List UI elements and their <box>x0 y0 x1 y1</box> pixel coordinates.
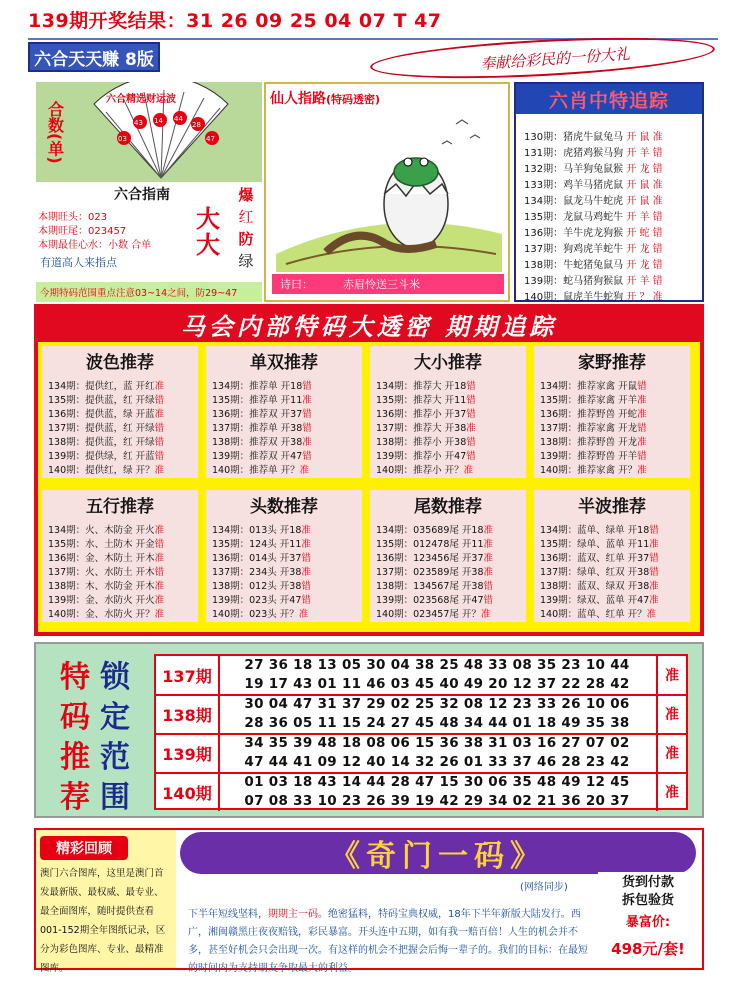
price-value: 498元/套! <box>611 940 685 958</box>
card-row-result: 错 <box>466 409 476 420</box>
zodiac-row: 134期：鼠龙马牛蛇虎 开 鼠 准 <box>524 196 663 207</box>
lock-numbers-line2: 47 44 41 09 12 40 14 32 26 01 33 37 46 28 23 42 <box>244 754 630 770</box>
card-title: 半波推荐 <box>578 497 646 517</box>
card-row-text: 136期：014头 开37 <box>212 553 302 564</box>
recommend-card <box>370 490 526 622</box>
lock-period: 138期 <box>156 695 220 733</box>
card-row-result: 准 <box>154 553 165 564</box>
card-row-result: 准 <box>154 465 165 476</box>
lock-numbers <box>222 656 652 694</box>
card-row-text: 137期：推荐大 开38 <box>376 423 467 434</box>
card-row <box>540 536 659 550</box>
lock-period: 139期 <box>156 734 220 772</box>
zodiac-row: 132期：马羊狗兔鼠猴 开 龙 错 <box>524 164 663 175</box>
card-row-text: 135期：提供蓝，红 开绿 <box>48 395 155 406</box>
lock-char-r3: 范 <box>100 740 130 775</box>
zodiac-row: 131期：虎猪鸡猴马狗 开 羊 错 <box>524 148 663 159</box>
promo-text-2: 绝密猛料，特码宝典权威，18年下半年新版大陆发行。西广，湘闽赣黑庄夜夜赔钱，彩民暴富。开头连中五期，如有我一赔百倍！人生的机会并不多，甚至好机会只会出现一次。有这样的机会不把握会后悔一辈子的。我们的目标：在最短的时间内为支持朋友争取最大的利益。 <box>188 909 588 974</box>
lock-char-l1: 特 <box>60 660 90 695</box>
card-row-text: 134期：推荐大 开18 <box>376 381 467 392</box>
card-row <box>540 406 647 420</box>
recommend-card <box>534 490 690 622</box>
card-row <box>212 550 311 564</box>
number-type-label: 合数(单) <box>45 100 65 164</box>
zodiac-row: 138期：牛蛇猪兔鼠马 开 龙 错 <box>524 260 663 271</box>
card-row-result: 准 <box>637 409 647 420</box>
card-row-text: 139期：提供绿，红 开蓝 <box>48 451 155 462</box>
card-row-text: 139期：推荐小 开47 <box>376 451 467 462</box>
recommend-card <box>534 346 690 478</box>
big-chars: 大大 <box>196 205 220 259</box>
net-sync-label: (网络同步) <box>520 882 568 893</box>
card-row-text: 135期：推荐单 开11 <box>212 395 303 406</box>
promo-text-highlight: 期期主一码。 <box>268 909 328 920</box>
card-row <box>48 550 164 564</box>
card-row-text: 136期：金、木防土 开木 <box>48 553 155 564</box>
card-title: 五行推荐 <box>86 497 154 517</box>
recommend-card <box>206 346 362 478</box>
card-title: 大小推荐 <box>414 353 482 373</box>
card-row <box>376 592 493 606</box>
brand-badge: 六合天天赚 8版 <box>28 42 160 72</box>
card-row-result: 错 <box>483 595 494 606</box>
recommend-card <box>370 346 526 478</box>
lock-char-l3: 推 <box>60 740 90 775</box>
slogan: 奉献给彩民的一份大礼 <box>479 44 631 73</box>
zodiac-row: 139期：蛇马猪狗猴鼠 开 羊 错 <box>524 276 663 287</box>
card-row <box>48 592 164 606</box>
card-row-text: 134期：蓝单、绿单 开18 <box>540 525 650 536</box>
promo-paragraph <box>188 906 592 978</box>
zodiac-row: 140期：鼠虎羊牛蛇狗 开 ？ 准 <box>524 292 663 303</box>
review-title: 精彩回顾 <box>40 836 128 860</box>
card-row <box>48 606 164 620</box>
card-row-text: 135期：推荐家禽 开羊 <box>540 395 638 406</box>
card-row <box>540 522 659 536</box>
recommend-card <box>42 346 198 478</box>
lock-range-label <box>60 652 160 815</box>
insider-title: 马会内部特码大透密 期期追踪 <box>180 311 558 341</box>
card-row-text: 136期：推荐野兽 开蛇 <box>540 409 638 420</box>
card-row <box>376 406 476 420</box>
card-title: 单双推荐 <box>250 353 318 373</box>
lock-result: 准 <box>656 773 686 811</box>
card-row <box>48 462 164 476</box>
lock-numbers-line2: 19 17 43 01 11 46 03 45 40 49 20 12 37 22 28 42 <box>244 676 630 692</box>
card-row-text: 140期：推荐单 开？ <box>212 465 300 476</box>
card-row-result: 准 <box>463 465 474 476</box>
lock-char-l4: 荐 <box>60 780 90 815</box>
card-row-text: 136期：推荐小 开37 <box>376 409 467 420</box>
price-box-delivery <box>598 874 698 910</box>
card-row <box>376 606 490 620</box>
card-row-result: 准 <box>483 539 494 550</box>
lock-numbers-line1: 30 04 47 31 37 29 02 25 32 08 12 23 33 26 10 06 <box>244 696 630 712</box>
lock-row-divider <box>156 694 686 696</box>
card-row <box>212 578 311 592</box>
card-row-result: 错 <box>154 451 165 462</box>
card-row <box>212 564 311 578</box>
card-row-result: 错 <box>466 437 476 448</box>
card-row-result: 错 <box>466 381 476 392</box>
card-row-result: 准 <box>646 609 657 620</box>
qimen-title: 《奇门一码》 <box>330 839 546 874</box>
card-row <box>212 378 312 392</box>
guide-line-head: 本期旺头：023 <box>38 212 108 223</box>
zodiac-row: 137期：狗鸡虎羊蛇牛 开 龙 错 <box>524 244 663 255</box>
card-row-text: 135期：124头 开11 <box>212 539 302 550</box>
card-row <box>376 434 476 448</box>
card-row-text: 135期：绿单、蓝单 开11 <box>540 539 650 550</box>
card-row <box>212 462 309 476</box>
card-row <box>540 434 647 448</box>
lock-result: 准 <box>656 695 686 733</box>
card-row-text: 138期：提供蓝，红 开绿 <box>48 437 155 448</box>
card-row-text: 140期：金、水防火 开？ <box>48 609 155 620</box>
lock-char-l2: 码 <box>60 700 90 735</box>
card-row-result: 错 <box>466 395 476 406</box>
side-word-1: 爆 <box>238 186 254 204</box>
card-row-result: 错 <box>637 451 647 462</box>
card-row-text: 138期：推荐小 开38 <box>376 437 467 448</box>
zodiac-row: 133期：鸡羊马猪虎鼠 开 鼠 准 <box>524 180 663 191</box>
card-row <box>540 448 647 462</box>
promo-text-1: 下半年短线坚料， <box>188 909 268 920</box>
zodiac-row: 130期：猪虎牛鼠兔马 开 鼠 准 <box>524 132 663 143</box>
card-row <box>48 406 164 420</box>
lock-numbers <box>222 695 652 733</box>
card-row-result: 准 <box>301 539 311 550</box>
card-row-text: 140期：023457尾 开？ <box>376 609 481 620</box>
card-row-text: 137期：提供蓝，红 开绿 <box>48 423 155 434</box>
card-row <box>48 536 164 550</box>
card-row-result: 错 <box>154 395 165 406</box>
card-row <box>48 420 164 434</box>
card-row-result: 准 <box>154 409 165 420</box>
card-row-result: 准 <box>483 567 494 578</box>
card-row-result: 错 <box>301 595 311 606</box>
card-row-result: 错 <box>302 423 312 434</box>
card-row-result: 错 <box>466 451 476 462</box>
card-row-text: 134期：推荐家禽 开鼠 <box>540 381 638 392</box>
card-row-text: 137期：火、水防土 开木 <box>48 567 155 578</box>
card-row-text: 136期：提供蓝，绿 开蓝 <box>48 409 155 420</box>
fan-caption: 六合精选财运波 <box>106 94 176 105</box>
fan-num-6: 47 <box>206 135 215 143</box>
insider-grid <box>38 342 700 632</box>
card-row <box>540 606 656 620</box>
card-row-result: 错 <box>649 553 659 564</box>
card-row-text: 139期：金、水防火 开火 <box>48 595 155 606</box>
card-row-text: 140期：推荐小 开？ <box>376 465 464 476</box>
card-row-text: 139期：023头 开47 <box>212 595 302 606</box>
lock-numbers-line1: 27 36 18 13 05 30 04 38 25 48 33 08 35 23 10 44 <box>244 657 630 673</box>
poem-text: 赤眉怜送三斗米 <box>343 278 420 291</box>
side-word-2: 红 <box>238 208 254 226</box>
card-row-result: 错 <box>301 581 311 592</box>
fan-num-3: 14 <box>154 117 163 125</box>
card-row-text: 137期：推荐家禽 开龙 <box>540 423 638 434</box>
card-row-text: 137期：推荐单 开38 <box>212 423 303 434</box>
guide-line-best: 本期最佳心水：小数 合单 <box>38 240 152 251</box>
card-row-text: 138期：012头 开38 <box>212 581 302 592</box>
card-row-text: 138期：推荐野兽 开龙 <box>540 437 638 448</box>
card-row-result: 准 <box>301 567 311 578</box>
lock-numbers <box>222 773 652 811</box>
lock-result: 准 <box>656 734 686 772</box>
card-row-result: 错 <box>302 381 312 392</box>
card-row-text: 134期：推荐单 开18 <box>212 381 303 392</box>
card-row <box>212 434 312 448</box>
card-row-text: 140期：023头 开？ <box>212 609 299 620</box>
lock-char-r2: 定 <box>100 700 130 735</box>
card-row-result: 错 <box>301 553 311 564</box>
poem-bar <box>272 274 504 294</box>
card-row <box>376 522 493 536</box>
card-row-text: 136期：推荐双 开37 <box>212 409 303 420</box>
card-row <box>212 420 312 434</box>
card-row <box>48 522 164 536</box>
card-row-result: 准 <box>154 609 165 620</box>
card-row <box>376 550 493 564</box>
lock-char-r1: 锁 <box>100 660 130 695</box>
card-row-result: 准 <box>637 395 647 406</box>
card-row-result: 准 <box>154 581 165 592</box>
card-row-result: 准 <box>649 581 659 592</box>
card-row-result: 错 <box>302 409 312 420</box>
guide-note: 有道高人来指点 <box>40 256 117 269</box>
fan-num-1: 03 <box>118 135 127 143</box>
card-row-result: 准 <box>298 609 309 620</box>
card-row <box>376 392 476 406</box>
card-row <box>48 378 164 392</box>
card-row-result: 准 <box>637 437 647 448</box>
card-row-result: 准 <box>301 525 311 536</box>
inspect-label: 拆包验货 <box>621 893 674 908</box>
card-row <box>540 578 659 592</box>
card-title: 头数推荐 <box>250 497 318 517</box>
card-row <box>212 406 312 420</box>
card-row <box>212 392 312 406</box>
review-text: 澳门六合图库，这里是澳门首发最新版、最权威、最专业、最全面图库，随时提供查看001-152期全年图纸记录，区分为彩色图库、专业、最精准图库。 <box>40 868 166 974</box>
draw-result-title: 139期开奖结果：31 26 09 25 04 07 T 47 <box>28 10 442 32</box>
card-row-text: 140期：蓝单、红单 开？ <box>540 609 647 620</box>
lock-numbers-line1: 01 03 18 43 14 44 28 47 15 30 06 35 48 49 12 45 <box>244 774 630 790</box>
card-title: 尾数推荐 <box>414 497 482 517</box>
guide-title: 六合指南 <box>114 187 170 203</box>
card-row-text: 138期：推荐双 开38 <box>212 437 303 448</box>
card-row <box>48 448 164 462</box>
card-row-result: 准 <box>466 423 476 434</box>
card-row-result: 准 <box>649 539 659 550</box>
side-words <box>232 184 260 272</box>
card-row-text: 138期：蓝双、绿双 开38 <box>540 581 650 592</box>
card-row-result: 准 <box>154 525 165 536</box>
card-row <box>48 578 164 592</box>
card-row <box>212 536 311 550</box>
side-word-3: 防 <box>238 230 254 248</box>
card-row <box>376 578 493 592</box>
immortal-panel <box>264 82 510 302</box>
side-word-4: 绿 <box>238 252 254 270</box>
immortal-title-sub: (特码透密) <box>326 93 381 106</box>
card-row <box>48 392 164 406</box>
lock-row-divider <box>156 733 686 735</box>
card-row-text: 135期：水、土防木 开金 <box>48 539 155 550</box>
card-title: 家野推荐 <box>578 353 646 373</box>
lock-numbers-line2: 07 08 33 10 23 26 39 19 42 29 34 02 21 36 20 37 <box>244 793 630 809</box>
card-title: 波色推荐 <box>86 353 154 373</box>
card-row-result: 准 <box>302 395 312 406</box>
card-row-text: 135期：012478尾 开11 <box>376 539 484 550</box>
card-row-result: 错 <box>637 423 647 434</box>
lock-period: 140期 <box>156 773 220 811</box>
lock-numbers <box>222 734 652 772</box>
card-row-result: 错 <box>154 423 165 434</box>
card-row-text: 134期：013头 开18 <box>212 525 302 536</box>
card-row-result: 准 <box>154 381 165 392</box>
recommend-card <box>206 490 362 622</box>
card-row-result: 准 <box>483 553 494 564</box>
lock-numbers-line1: 34 35 39 48 18 08 06 15 36 38 31 03 16 27 07 02 <box>244 735 630 751</box>
card-row-result: 准 <box>302 437 312 448</box>
frog-egg-illustration <box>266 84 508 300</box>
guide-line-tail: 本期旺尾：023457 <box>38 226 127 237</box>
six-zodiac-title: 六肖中特追踪 <box>516 84 702 114</box>
card-row <box>48 564 164 578</box>
card-row-text: 139期：推荐野兽 开羊 <box>540 451 638 462</box>
card-row-text: 138期：134567尾 开38 <box>376 581 484 592</box>
card-row-text: 137期：绿单、红双 开38 <box>540 567 650 578</box>
card-row-text: 134期：提供红，蓝 开红 <box>48 381 155 392</box>
card-row <box>540 420 647 434</box>
cod-label: 货到付款 <box>621 875 674 890</box>
card-row-text: 139期：023568尾 开47 <box>376 595 484 606</box>
card-row <box>212 592 311 606</box>
lock-numbers-line2: 28 36 05 11 15 24 27 45 48 34 44 01 18 49 35 38 <box>244 715 630 731</box>
card-row <box>376 536 493 550</box>
card-row-result: 错 <box>649 525 659 536</box>
card-row-result: 错 <box>154 539 165 550</box>
card-row-result: 准 <box>299 465 310 476</box>
card-row-text: 136期：蓝双、红单 开37 <box>540 553 650 564</box>
card-row-text: 136期：123456尾 开37 <box>376 553 484 564</box>
card-row-text: 135期：推荐大 开11 <box>376 395 467 406</box>
lock-result: 准 <box>656 656 686 694</box>
card-row-result: 准 <box>483 525 494 536</box>
card-row-text: 134期：035689尾 开18 <box>376 525 484 536</box>
immortal-title <box>270 88 380 108</box>
card-row-result: 准 <box>154 595 165 606</box>
card-row-result: 错 <box>302 451 312 462</box>
card-row <box>540 564 659 578</box>
poem-label: 诗曰： <box>280 278 313 291</box>
card-row-text: 134期：火、木防金 开火 <box>48 525 155 536</box>
card-row <box>376 462 473 476</box>
card-row-result: 错 <box>637 381 647 392</box>
lock-char-r4: 围 <box>100 780 130 815</box>
card-row <box>212 522 311 536</box>
zodiac-row: 135期：龙鼠马鸡蛇牛 开 羊 错 <box>524 212 663 223</box>
range-bar: 今期特码范围重点注意03~14之间，防29~47 <box>36 282 262 302</box>
card-row-text: 140期：推荐家禽 开？ <box>540 465 638 476</box>
fan-num-4: 44 <box>174 115 183 123</box>
card-row <box>376 448 476 462</box>
card-row-result: 准 <box>649 595 659 606</box>
fan-num-5: 28 <box>192 121 201 129</box>
card-row <box>540 392 647 406</box>
card-row <box>540 462 647 476</box>
card-row <box>212 606 308 620</box>
card-row-result: 错 <box>483 581 494 592</box>
card-row-result: 错 <box>649 567 659 578</box>
card-row <box>376 564 493 578</box>
lock-period: 137期 <box>156 656 220 694</box>
card-row-text: 137期：023589尾 开38 <box>376 567 484 578</box>
card-row-result: 错 <box>154 567 165 578</box>
card-row <box>540 378 647 392</box>
card-row-text: 137期：234头 开38 <box>212 567 302 578</box>
card-row <box>540 592 659 606</box>
card-row <box>48 434 164 448</box>
card-row <box>376 420 476 434</box>
price-label: 暴富价: <box>625 915 671 930</box>
card-row-result: 准 <box>637 465 647 476</box>
fan-num-2: 43 <box>134 119 143 127</box>
card-row-result: 错 <box>154 437 165 448</box>
card-row-result: 准 <box>480 609 491 620</box>
card-row <box>212 448 312 462</box>
card-row <box>376 378 476 392</box>
card-row-text: 139期：绿双、蓝单 开47 <box>540 595 650 606</box>
card-row <box>540 550 659 564</box>
card-row-text: 140期：提供红，绿 开？ <box>48 465 155 476</box>
card-row-text: 138期：木、水防金 开木 <box>48 581 155 592</box>
recommend-card <box>42 490 198 622</box>
lock-row-divider <box>156 772 686 774</box>
card-row-text: 139期：推荐双 开47 <box>212 451 303 462</box>
immortal-title-main: 仙人指路 <box>270 91 326 107</box>
zodiac-row: 136期：羊牛虎龙狗猴 开 蛇 错 <box>524 228 663 239</box>
